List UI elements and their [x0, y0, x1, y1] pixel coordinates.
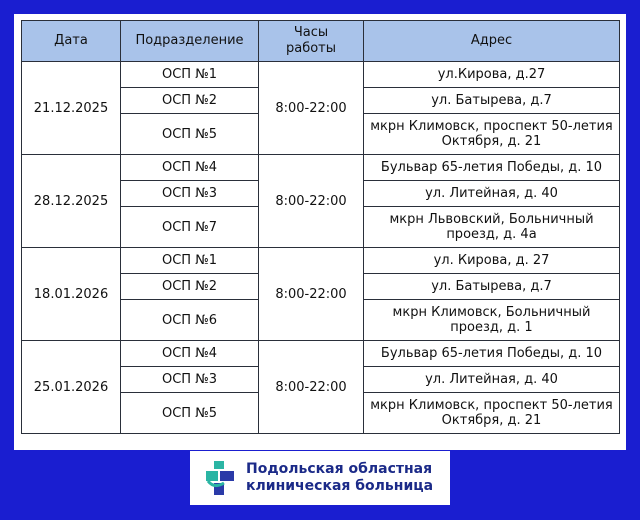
- header-hours: [259, 21, 364, 62]
- address-cell: ул. Батырева, д.7: [364, 88, 620, 114]
- date-cell: 25.01.2026: [22, 341, 121, 434]
- address-cell: ул.Кирова, д.27: [364, 62, 620, 88]
- schedule-body: [22, 62, 620, 434]
- header-hours-text: Часы работы: [285, 25, 337, 56]
- address-cell: мкрн Климовск, Больничный проезд, д. 1: [364, 300, 620, 341]
- department-cell: ОСП №4: [121, 155, 259, 181]
- department-cell: ОСП №3: [121, 367, 259, 393]
- table-row: [22, 341, 620, 367]
- address-cell: ул. Кирова, д. 27: [364, 248, 620, 274]
- department-cell: ОСП №5: [121, 393, 259, 434]
- department-cell: ОСП №3: [121, 181, 259, 207]
- header-department: Подразделение: [121, 21, 259, 62]
- schedule-table: [21, 20, 620, 434]
- schedule-card: [14, 14, 626, 450]
- department-cell: ОСП №4: [121, 341, 259, 367]
- logo-line-1: Подольская областная: [246, 461, 433, 477]
- table-row: [22, 62, 620, 88]
- logo-line-2: клиническая больница: [246, 478, 434, 494]
- header-date: Дата: [22, 21, 121, 62]
- date-cell: 18.01.2026: [22, 248, 121, 341]
- hours-cell: 8:00-22:00: [259, 341, 364, 434]
- address-cell: Бульвар 65-летия Победы, д. 10: [364, 341, 620, 367]
- address-cell: мкрн Климовск, проспект 50-летия Октября, д. 21: [364, 393, 620, 434]
- date-cell: 28.12.2025: [22, 155, 121, 248]
- department-cell: ОСП №7: [121, 207, 259, 248]
- date-cell: 21.12.2025: [22, 62, 121, 155]
- department-cell: ОСП №1: [121, 62, 259, 88]
- address-cell: ул. Батырева, д.7: [364, 274, 620, 300]
- address-cell: мкрн Климовск, проспект 50-летия Октября, д. 21: [364, 114, 620, 155]
- medical-cross-logo-icon: [204, 459, 236, 497]
- hours-cell: 8:00-22:00: [259, 155, 364, 248]
- table-row: [22, 248, 620, 274]
- address-cell: ул. Литейная, д. 40: [364, 181, 620, 207]
- department-cell: ОСП №5: [121, 114, 259, 155]
- table-row: [22, 155, 620, 181]
- department-cell: ОСП №1: [121, 248, 259, 274]
- hospital-logo: [190, 451, 450, 505]
- table-header-row: [22, 21, 620, 62]
- hours-cell: 8:00-22:00: [259, 248, 364, 341]
- logo-text: [246, 461, 433, 495]
- address-cell: Бульвар 65-летия Победы, д. 10: [364, 155, 620, 181]
- department-cell: ОСП №2: [121, 88, 259, 114]
- department-cell: ОСП №2: [121, 274, 259, 300]
- header-address: Адрес: [364, 21, 620, 62]
- address-cell: ул. Литейная, д. 40: [364, 367, 620, 393]
- address-cell: мкрн Львовский, Больничный проезд, д. 4а: [364, 207, 620, 248]
- hours-cell: 8:00-22:00: [259, 62, 364, 155]
- department-cell: ОСП №6: [121, 300, 259, 341]
